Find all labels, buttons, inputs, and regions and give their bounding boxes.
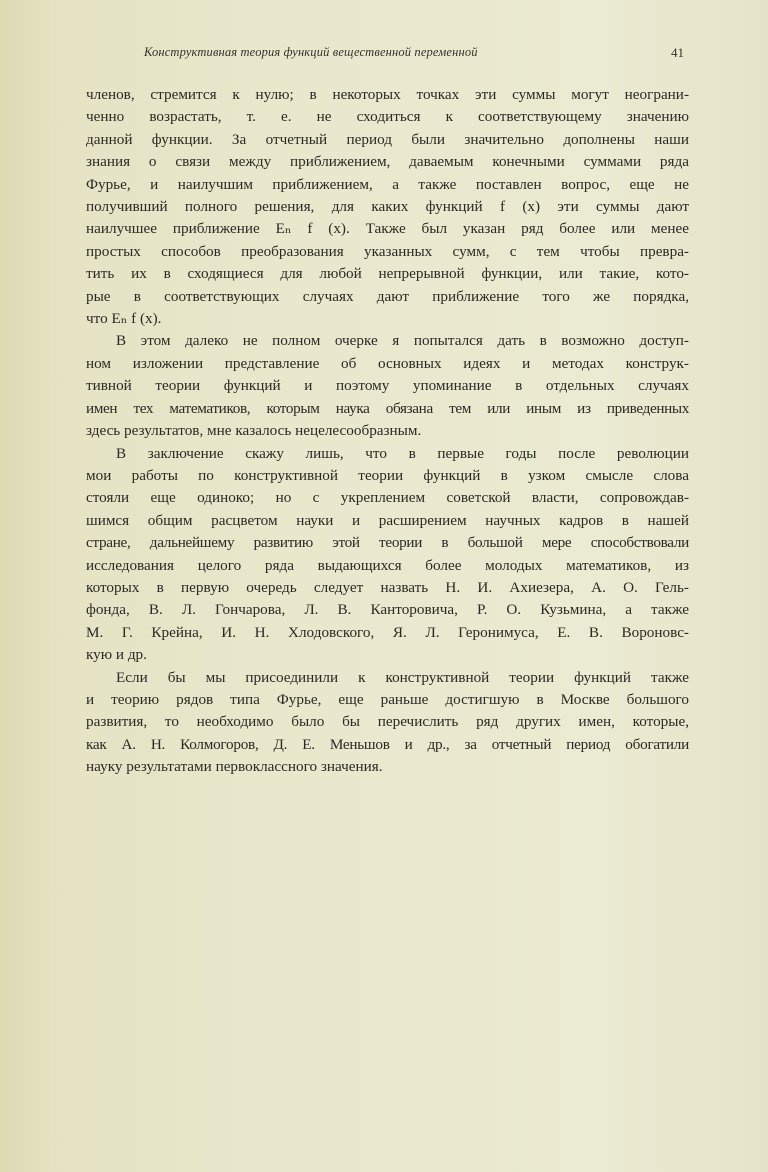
text-line: данной функции. За отчетный период были значительно дополнены наши <box>86 130 689 148</box>
page-number: 41 <box>671 45 684 60</box>
text-line: что Eₙ f (x). <box>86 310 162 328</box>
text-line: как А. Н. Колмогоров, Д. Е. Меньшов и др., за отчетный период обогатили <box>86 735 689 753</box>
paragraph-2 <box>86 330 689 442</box>
text-line: тивной теории функций и поэтому упоминание в отдельных случаях <box>86 377 689 395</box>
text-line: ченно возрастать, т. е. не сходиться к соответствующему значению <box>86 108 689 126</box>
text-line: ном изложении представление об основных идеях и методах конструк- <box>86 354 689 372</box>
body-text <box>86 84 689 779</box>
text-line: фонда, В. Л. Гончарова, Л. В. Канторовича, Р. О. Кузьмина, а также <box>86 601 689 619</box>
running-title: Конструктивная теория функций вещественной переменной <box>144 45 478 59</box>
text-line: В заключение скажу лишь, что в первые годы после революции <box>116 444 689 462</box>
paragraph-3 <box>86 443 689 667</box>
text-line: наилучшее приближение Eₙ f (x). Также был указан ряд более или менее <box>86 220 689 238</box>
text-line: М. Г. Крейна, И. Н. Хлодовского, Я. Л. Геронимуса, Е. В. Вороновс- <box>86 623 689 641</box>
text-line: знания о связи между приближением, даваемым конечными суммами ряда <box>86 153 689 171</box>
text-line: рые в соответствующих случаях дают приближение того же порядка, <box>86 287 689 305</box>
text-line: тить их в сходящиеся для любой непрерывной функции, или такие, кото- <box>86 265 689 283</box>
text-line: кую и др. <box>86 646 147 664</box>
text-line: Если бы мы присоединили к конструктивной теории функций также <box>116 668 689 686</box>
text-line: исследования целого ряда выдающихся более молодых математиков, из <box>86 556 689 574</box>
text-line: получивший полного решения, для каких функций f (x) эти суммы дают <box>86 198 689 216</box>
text-line: стояли еще одиноко; но с укреплением советской власти, сопровождав- <box>86 489 689 507</box>
text-line: шимся общим расцветом науки и расширением научных кадров в нашей <box>86 511 689 529</box>
text-line: стране, дальнейшему развитию этой теории в большой мере способствовали <box>86 534 689 552</box>
running-head <box>144 45 684 65</box>
text-line: Фурье, и наилучшим приближением, а также поставлен вопрос, еще не <box>86 175 689 193</box>
text-line: науку результатами первоклассного значения. <box>86 758 383 776</box>
text-line: имен тех математиков, которым наука обязана тем или иным из приведенных <box>86 399 689 417</box>
text-line: развития, то необходимо было бы перечислить ряд других имен, которые, <box>86 713 689 731</box>
text-line: здесь результатов, мне казалось нецелесообразным. <box>86 422 422 440</box>
text-line: членов, стремится к нулю; в некоторых точках эти суммы могут неограни- <box>86 86 689 103</box>
paragraph-4 <box>86 667 689 779</box>
text-line: В этом далеко не полном очерке я попытался дать в возможно доступ- <box>116 332 689 350</box>
paragraph-1 <box>86 84 689 330</box>
text-line: простых способов преобразования указанных сумм, с тем чтобы превра- <box>86 242 689 260</box>
text-line: которых в первую очередь следует назвать Н. И. Ахиезера, А. О. Гель- <box>86 578 689 596</box>
text-line: мои работы по конструктивной теории функций в узком смысле слова <box>86 466 689 484</box>
text-line: и теорию рядов типа Фурье, еще раньше достигшую в Москве большого <box>86 690 689 708</box>
